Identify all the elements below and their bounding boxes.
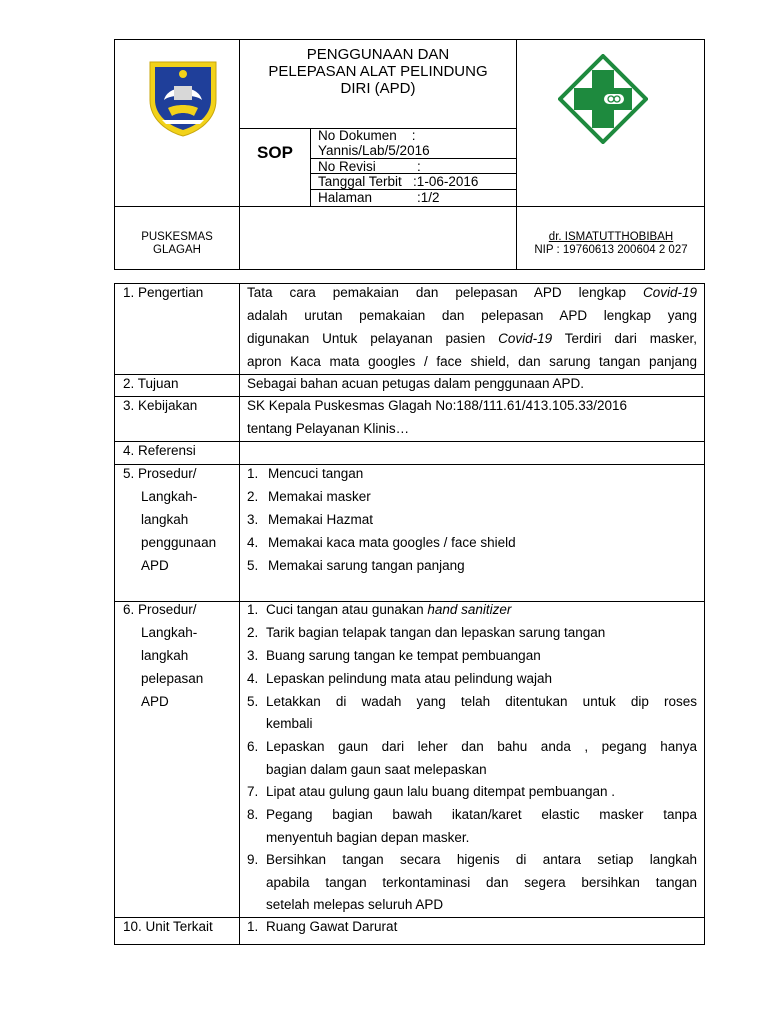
pelepasan-step-9-line-2: apabila tangan terkontaminasi dan segera bersihkan tangan: [266, 875, 697, 890]
pelepasan-num-1: 1.: [247, 602, 259, 617]
regional-emblem-icon: [144, 54, 222, 138]
row-label-prosedur-penggunaan-1: 5. Prosedur/: [123, 466, 197, 481]
header-divider-v-sop: [310, 128, 311, 206]
row-divider-3: [114, 441, 705, 442]
puskesmas-cross-logo-icon: [558, 54, 648, 144]
sop-label: SOP: [257, 143, 293, 162]
row-label-prosedur-penggunaan-2: Langkah-: [141, 489, 198, 504]
penggunaan-step-2: Memakai masker: [268, 489, 371, 504]
kebijakan-line-1: SK Kepala Puskesmas Glagah No:188/111.61/413.105.33/2016: [247, 398, 628, 413]
title-line-2: PELEPASAN ALAT PELINDUNG: [268, 63, 488, 80]
row-label-prosedur-pelepasan-2: Langkah-: [141, 625, 198, 640]
pelepasan-num-8: 8.: [247, 807, 259, 822]
pelepasan-step-6-line-1: Lepaskan gaun dari leher dan bahu anda , pegang hanya: [266, 739, 697, 754]
header-divider-v2: [516, 39, 517, 270]
pelepasan-num-9: 9.: [247, 852, 259, 867]
pelepasan-step-1: Cuci tangan atau gunakan hand sanitizer: [266, 602, 512, 617]
document-title: [240, 46, 516, 97]
penggunaan-num-1: 1.: [247, 466, 259, 481]
row-label-unit-terkait: 10. Unit Terkait: [123, 919, 213, 934]
penggunaan-num-4: 4.: [247, 535, 259, 550]
row-label-prosedur-pelepasan-3: langkah: [141, 648, 189, 663]
title-line-3: DIRI (APD): [340, 80, 416, 97]
meta-no-revisi: No Revisi :: [318, 159, 421, 174]
pelepasan-step-9-line-1: Bersihkan tangan secara higenis di antara setiap langkah: [266, 852, 697, 867]
penggunaan-num-2: 2.: [247, 489, 259, 504]
pengertian-line-4: apron Kaca mata googles / face shield, dan sarung tangan panjang: [247, 354, 697, 369]
pelepasan-step-5-line-2: kembali: [266, 716, 313, 731]
body-divider-v: [239, 283, 240, 945]
meta-no-dokumen-label: No Dokumen :: [318, 128, 416, 143]
penggunaan-step-4: Memakai kaca mata googles / face shield: [268, 535, 516, 550]
organization-name: [116, 231, 238, 257]
org-line-2: GLAGAH: [153, 244, 201, 256]
row-label-prosedur-penggunaan-5: APD: [141, 558, 169, 573]
row-label-tujuan: 2. Tujuan: [123, 376, 179, 391]
row-label-prosedur-penggunaan-4: penggunaan: [141, 535, 217, 550]
pelepasan-step-6-line-2: bagian dalam gaun saat melepaskan: [266, 762, 487, 777]
pelepasan-step-5-line-1: Letakkan di wadah yang telah ditentukan untuk dip roses: [266, 694, 697, 709]
signatory-nip: NIP : 19760613 200604 2 027: [534, 244, 688, 256]
row-label-prosedur-pelepasan-4: pelepasan: [141, 671, 204, 686]
meta-halaman: Halaman :1/2: [318, 190, 440, 205]
pelepasan-step-9-line-3: setelah melepas seluruh APD: [266, 897, 444, 912]
row-label-prosedur-pelepasan-1: 6. Prosedur/: [123, 602, 197, 617]
pengertian-line-1: Tata cara pemakaian dan pelepasan APD lengkap Covid-19: [247, 285, 697, 300]
row-label-pengertian: 1. Pengertian: [123, 285, 204, 300]
row-label-referensi: 4. Referensi: [123, 443, 196, 458]
pelepasan-num-3: 3.: [247, 648, 259, 663]
title-line-1: PENGGUNAAN DAN: [306, 46, 450, 63]
unit-terkait-num-1: 1.: [247, 919, 259, 934]
meta-no-dokumen-value: Yannis/Lab/5/2016: [318, 143, 430, 158]
pelepasan-step-8-line-2: menyentuh bagian depan masker.: [266, 830, 470, 845]
penggunaan-step-5: Memakai sarung tangan panjang: [268, 558, 465, 573]
penggunaan-step-3: Memakai Hazmat: [268, 512, 374, 527]
pelepasan-step-3: Buang sarung tangan ke tempat pembuangan: [266, 648, 541, 663]
penggunaan-num-5: 5.: [247, 558, 259, 573]
pengertian-line-3: digunakan Untuk pelayanan pasien Covid-19 Terdiri dari masker,: [247, 331, 697, 346]
pelepasan-step-2: Tarik bagian telapak tangan dan lepaskan sarung tangan: [266, 625, 606, 640]
signatory-name: dr. ISMATUTTHOBIBAH: [548, 231, 674, 243]
meta-tanggal-terbit: Tanggal Terbit :1-06-2016: [318, 174, 479, 189]
row-label-prosedur-penggunaan-3: langkah: [141, 512, 189, 527]
penggunaan-step-1: Mencuci tangan: [268, 466, 364, 481]
pelepasan-num-4: 4.: [247, 671, 259, 686]
org-line-1: PUSKESMAS: [141, 231, 213, 243]
pelepasan-num-2: 2.: [247, 625, 259, 640]
pelepasan-num-7: 7.: [247, 784, 259, 799]
kebijakan-line-2: tentang Pelayanan Klinis…: [247, 421, 410, 436]
row-label-prosedur-pelepasan-5: APD: [141, 694, 169, 709]
pelepasan-step-4: Lepaskan pelindung mata atau pelindung wajah: [266, 671, 552, 686]
pelepasan-step-8-line-1: Pegang bagian bawah ikatan/karet elastic masker tanpa: [266, 807, 697, 822]
pelepasan-num-5: 5.: [247, 694, 259, 709]
pengertian-line-2: adalah urutan pemakaian dan pelepasan APD lengkap yang: [247, 308, 697, 323]
pelepasan-num-6: 6.: [247, 739, 259, 754]
row-label-kebijakan: 3. Kebijakan: [123, 398, 198, 413]
header-divider-h-main: [114, 206, 705, 207]
pelepasan-step-7: Lipat atau gulung gaun lalu buang ditempat pembuangan .: [266, 784, 616, 799]
signatory-block: [518, 231, 704, 257]
row-divider-4: [114, 464, 705, 465]
tujuan-text: Sebagai bahan acuan petugas dalam penggunaan APD.: [247, 376, 585, 391]
penggunaan-num-3: 3.: [247, 512, 259, 527]
unit-terkait-item-1: Ruang Gawat Darurat: [266, 919, 398, 934]
